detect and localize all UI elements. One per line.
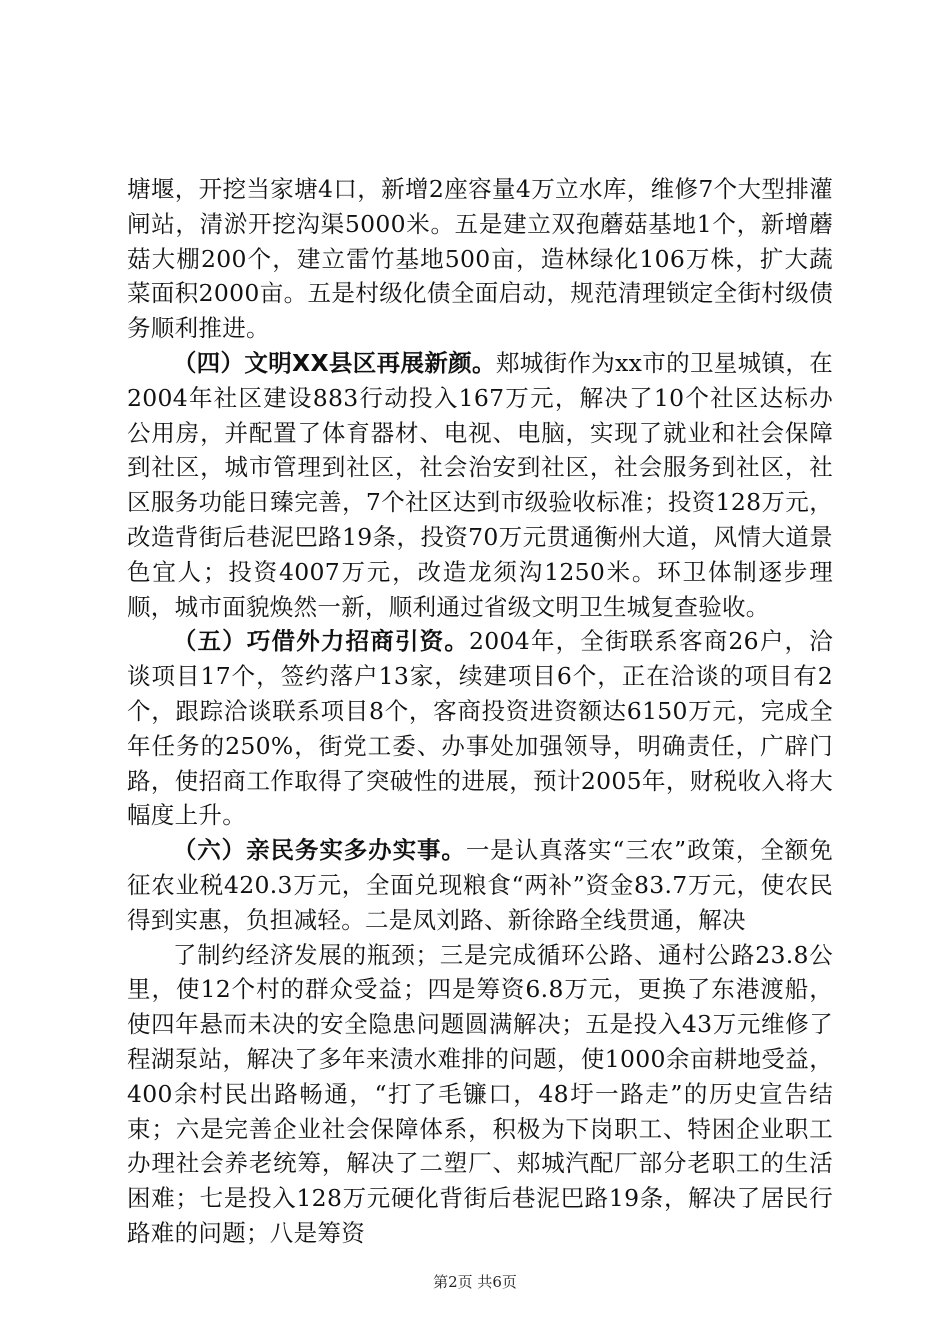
- section-heading: （六）亲民务实多办实事。: [172, 836, 466, 865]
- paragraph-text: 2004年，全街联系客商26户，洽谈项目17个，签约落户13家，续建项目6个，正在洽谈的项目有2个，跟踪洽谈联系项目8个，客商投资进资额达6150万元，完成全年任务的250%，街党工委、办事处加强领导，明确责任，广辟门路，使招商工作取得了突破性的进展，预计2005年，财税收入将大幅度上升。: [127, 627, 833, 830]
- paragraph-continuation: [127, 172, 833, 346]
- paragraph-text: 郏城街作为xx市的卫星城镇，在2004年社区建设883行动投入167万元，解决了10个社区达标办公用房，并配置了体育器材、电视、电脑，实现了就业和社会保障到社区，城市管理到社区，社会治安到社区，社会服务到社区，社区服务功能日臻完善，7个社区达到市级验收标准；投资128万元，改造背街后巷泥巴路19条，投资70万元贯通衡州大道，风情大道景色宜人；投资4007万元，改造龙须沟1250米。环卫体制逐步理顺，城市面貌焕然一新，顺利通过省级文明卫生城复查验收。: [127, 348, 833, 621]
- paragraph-section-5: [127, 624, 833, 833]
- page-footer: [0, 1271, 950, 1292]
- section-heading: （四）文明XX县区再展新颜。: [172, 348, 496, 377]
- paragraph-text: 了制约经济发展的瓶颈；三是完成循环公路、通村公路23.8公里，使12个村的群众受益；四是筹资6.8万元，更换了东港渡船，使四年悬而未决的安全隐患问题圆满解决；五是投入43万元维修了程湖泵站，解决了多年来渍水难排的问题，使1000余亩耕地受益，400余村民出路畅通，“打了毛镰口，48圩一路走”的历史宣告结束；六是完善企业社会保障体系，积极为下岗职工、特困企业职工办理社会养老统筹，解决了二塑厂、郏城汽配厂部分老职工的生活困难；七是投入128万元硬化背街后巷泥巴路19条，解决了居民行路难的问题；八是筹资: [127, 940, 833, 1247]
- paragraph-section-6: [127, 833, 833, 937]
- paragraph-section-6-continued: [127, 938, 833, 1251]
- paragraph-text: 塘堰，开挖当家塘4口，新增2座容量4万立水库，维修7个大型排灌闸站，清淤开挖沟渠5000米。五是建立双孢蘑菇基地1个，新增蘑菇大棚200个，建立雷竹基地500亩，造林绿化106万株，扩大蔬菜面积2000亩。五是村级化债全面启动，规范清理锁定全街村级债务顺利推进。: [127, 175, 833, 343]
- paragraph-text: 一是认真落实“三农”政策，全额免征农业税420.3万元，全面兑现粮食“两补”资金83.7万元，使农民得到实惠，负担减轻。二是凤刘路、新徐路全线贯通，解决: [127, 836, 833, 934]
- page-number-label: 第2页 共6页: [433, 1273, 517, 1291]
- document-body: [127, 172, 833, 1251]
- section-heading: （五）巧借外力招商引资。: [172, 627, 470, 656]
- paragraph-section-4: [127, 346, 833, 624]
